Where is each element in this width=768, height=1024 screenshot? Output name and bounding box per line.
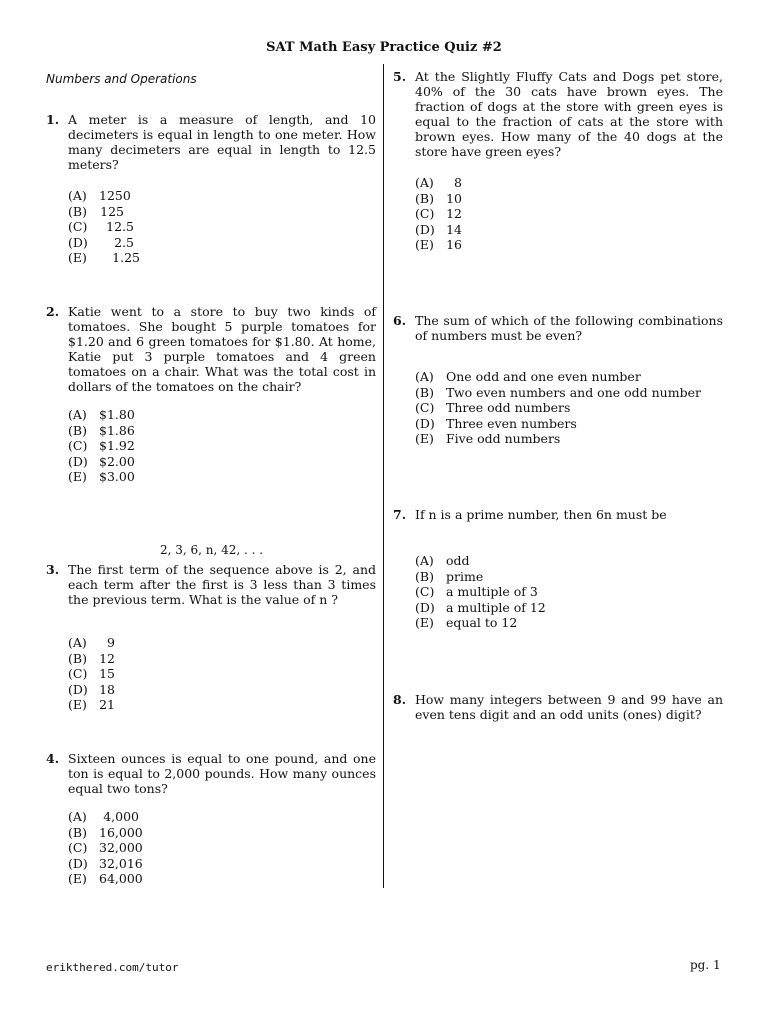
question-number: 8. bbox=[393, 692, 407, 707]
question-7 bbox=[393, 507, 723, 630]
choice-a[interactable]: (A) One odd and one even number bbox=[415, 369, 641, 384]
question-8 bbox=[393, 692, 723, 722]
question-2 bbox=[46, 304, 376, 484]
choice-b[interactable]: (B) 125 bbox=[68, 203, 124, 219]
choice-value: Three even numbers bbox=[446, 415, 577, 431]
question-number: 6. bbox=[393, 313, 407, 328]
choice-value: 12.5 bbox=[106, 219, 134, 234]
choice-c[interactable]: (C) Three odd numbers bbox=[415, 400, 571, 415]
page-title: SAT Math Easy Practice Quiz #2 bbox=[266, 40, 502, 55]
choice-value: 21 bbox=[99, 697, 115, 712]
choice-e[interactable]: (E) 64,000 bbox=[68, 871, 143, 886]
section-heading: Numbers and Operations bbox=[46, 72, 197, 86]
choice-value: $2.00 bbox=[99, 453, 135, 469]
answer-choices bbox=[415, 369, 701, 447]
choice-c[interactable]: (C) 15 bbox=[68, 666, 115, 681]
choice-value: equal to 12 bbox=[446, 615, 518, 630]
choice-value: odd bbox=[446, 553, 470, 568]
choice-e[interactable]: (E) Five odd numbers bbox=[415, 431, 561, 446]
choice-value: 8 bbox=[454, 175, 462, 190]
question-number: 3. bbox=[46, 562, 60, 577]
choice-value: 16,000 bbox=[99, 824, 143, 840]
footer-site: erikthered.com/tutor bbox=[46, 961, 179, 974]
question-1 bbox=[46, 112, 376, 265]
choice-value: 14 bbox=[446, 221, 462, 237]
choice-d[interactable]: (D) 2.5 bbox=[68, 234, 134, 250]
choice-d[interactable]: (D) 32,016 bbox=[68, 855, 143, 871]
question-text: The first term of the sequence above is 2, and each term after the first is 3 less than 3 times the previous term. What is the value of n ? bbox=[68, 562, 376, 607]
choice-b[interactable]: (B) 16,000 bbox=[68, 824, 143, 840]
choice-a[interactable]: (A) 8 bbox=[415, 175, 462, 190]
question-5 bbox=[393, 69, 723, 252]
choice-value: 2.5 bbox=[114, 234, 134, 250]
question-number: 7. bbox=[393, 507, 407, 522]
question-text: How many integers between 9 and 99 have an even tens digit and an odd units (ones) digit? bbox=[415, 692, 723, 722]
question-text: If n is a prime number, then 6n must be bbox=[415, 507, 667, 522]
page-number: pg. 1 bbox=[690, 958, 721, 972]
question-4 bbox=[46, 751, 376, 886]
choice-e[interactable]: (E) 21 bbox=[68, 697, 115, 712]
choice-c[interactable]: (C) 32,000 bbox=[68, 840, 143, 855]
choice-value: Two even numbers and one odd number bbox=[446, 384, 701, 400]
answer-choices bbox=[68, 635, 115, 713]
choice-a[interactable]: (A) $1.80 bbox=[68, 407, 135, 422]
choice-d[interactable]: (D) $2.00 bbox=[68, 453, 135, 469]
choice-value: $1.86 bbox=[99, 422, 135, 438]
choice-value: Five odd numbers bbox=[446, 431, 561, 446]
question-number: 4. bbox=[46, 751, 60, 766]
choice-value: 64,000 bbox=[99, 871, 143, 886]
question-text: The sum of which of the following combinations of numbers must be even? bbox=[415, 313, 723, 343]
choice-value: prime bbox=[446, 568, 484, 584]
answer-choices bbox=[415, 553, 546, 631]
choice-a[interactable]: (A) 1250 bbox=[68, 188, 131, 203]
choice-value: One odd and one even number bbox=[446, 369, 641, 384]
choice-d[interactable]: (D) a multiple of 12 bbox=[415, 599, 546, 615]
choice-e[interactable]: (E) $3.00 bbox=[68, 469, 135, 484]
question-text: Sixteen ounces is equal to one pound, and one ton is equal to 2,000 pounds. How many ounces equal two tons? bbox=[68, 751, 376, 796]
choice-value: 15 bbox=[99, 666, 115, 681]
answer-choices bbox=[68, 407, 135, 485]
question-number: 5. bbox=[393, 69, 407, 84]
choice-value: 9 bbox=[107, 635, 115, 650]
choice-value: 18 bbox=[99, 681, 115, 697]
question-text: Katie went to a store to buy two kinds of tomatoes. She bought 5 purple tomatoes for $1.20 and 6 green tomatoes for $1.80. At home, Katie put 3 purple tomatoes and 4 green tomatoes on a chair. What was the total cost in dollars of the tomatoes on the chair? bbox=[68, 304, 376, 394]
choice-d[interactable]: (D) 14 bbox=[415, 221, 462, 237]
choice-value: $1.92 bbox=[99, 438, 135, 453]
choice-b[interactable]: (B) $1.86 bbox=[68, 422, 135, 438]
choice-d[interactable]: (D) Three even numbers bbox=[415, 415, 577, 431]
choice-c[interactable]: (C) a multiple of 3 bbox=[415, 584, 538, 599]
question-text: At the Slightly Fluffy Cats and Dogs pet store, 40% of the 30 cats have brown eyes. The fraction of dogs at the store with green eyes is equal to the fraction of cats at the store with brown eyes. How many of the 40 dogs at the store have green eyes? bbox=[415, 69, 723, 159]
choice-value: Three odd numbers bbox=[446, 400, 571, 415]
choice-e[interactable]: (E) equal to 12 bbox=[415, 615, 518, 630]
choice-a[interactable]: (A) 9 bbox=[68, 635, 115, 650]
question-6 bbox=[393, 313, 723, 446]
choice-value: 1.25 bbox=[112, 250, 140, 265]
question-number: 1. bbox=[46, 112, 60, 127]
choice-value: $3.00 bbox=[99, 469, 135, 484]
choice-c[interactable]: (C) 12 bbox=[415, 206, 462, 221]
choice-value: 12 bbox=[446, 206, 462, 221]
answer-choices bbox=[68, 809, 143, 887]
choice-value: a multiple of 3 bbox=[446, 584, 538, 599]
choice-e[interactable]: (E) 16 bbox=[415, 237, 462, 252]
choice-value: 12 bbox=[99, 650, 115, 666]
choice-d[interactable]: (D) 18 bbox=[68, 681, 115, 697]
choice-e[interactable]: (E) 1.25 bbox=[68, 250, 140, 265]
choice-value: 32,016 bbox=[99, 855, 143, 871]
choice-b[interactable]: (B) Two even numbers and one odd number bbox=[415, 384, 701, 400]
answer-choices bbox=[415, 175, 462, 253]
choice-c[interactable]: (C) $1.92 bbox=[68, 438, 135, 453]
column-divider bbox=[383, 64, 384, 888]
choice-b[interactable]: (B) prime bbox=[415, 568, 484, 584]
choice-c[interactable]: (C) 12.5 bbox=[68, 219, 134, 234]
sequence-display: 2, 3, 6, n, 42, . . . bbox=[160, 543, 264, 557]
choice-a[interactable]: (A) odd bbox=[415, 553, 470, 568]
choice-value: a multiple of 12 bbox=[446, 599, 546, 615]
question-3 bbox=[46, 562, 376, 712]
choice-value: 16 bbox=[446, 237, 462, 252]
question-number: 2. bbox=[46, 304, 60, 319]
choice-b[interactable]: (B) 10 bbox=[415, 190, 462, 206]
choice-value: 32,000 bbox=[99, 840, 143, 855]
choice-value: 10 bbox=[446, 190, 462, 206]
choice-value: 4,000 bbox=[103, 809, 139, 824]
question-text: A meter is a measure of length, and 10 decimeters is equal in length to one meter. How many decimeters are equal in length to 12.5 meters? bbox=[68, 112, 376, 172]
choice-b[interactable]: (B) 12 bbox=[68, 650, 115, 666]
choice-value: 1250 bbox=[99, 188, 131, 203]
choice-value: $1.80 bbox=[99, 407, 135, 422]
choice-value: 125 bbox=[100, 203, 124, 219]
answer-choices bbox=[68, 188, 140, 266]
choice-a[interactable]: (A) 4,000 bbox=[68, 809, 139, 824]
